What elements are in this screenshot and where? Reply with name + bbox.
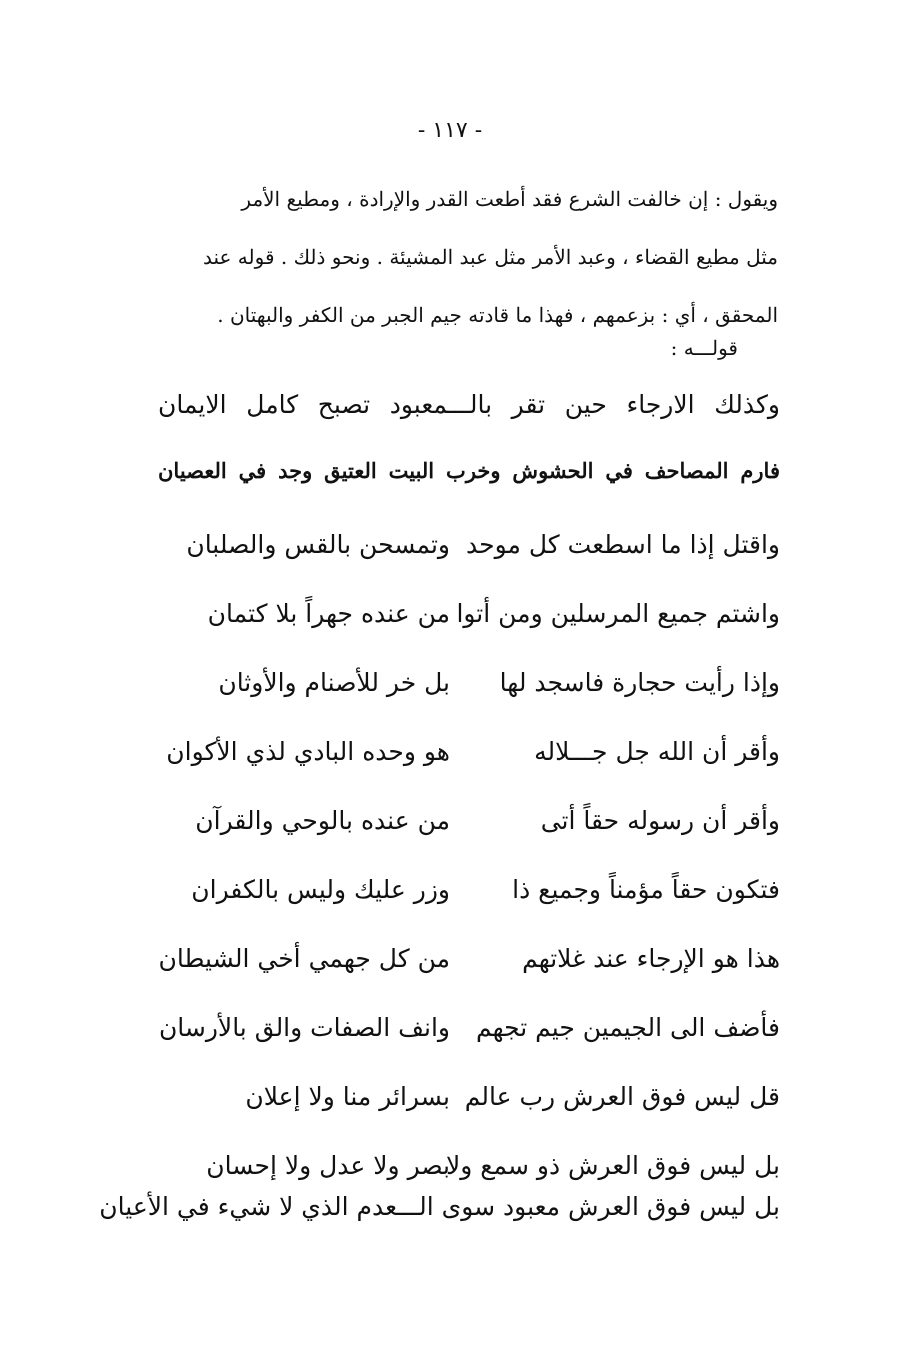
poem-couplet [158, 1082, 780, 1151]
commentary-line: مثل مطيع القضاء ، وعبد الأمر مثل عبد المشيئة . ونحو ذلك . قوله عند [202, 245, 778, 269]
hemistich-second: من عنده بالوحي والقرآن [195, 806, 450, 835]
hemistich-second: بصر ولا عدل ولا إحسان [206, 1151, 450, 1180]
poem-couplet [158, 737, 780, 806]
poem-heading: قولـــه : [670, 336, 738, 360]
hemistich-first: وأقر أن رسوله حقاً أتى [540, 806, 780, 835]
poem-couplet [158, 875, 780, 944]
hemistich-first: وأقر أن الله جل جـــلاله [534, 737, 780, 766]
hemistich-second: من كل جهمي أخي الشيطان [158, 944, 450, 973]
hemistich-first: فتكون حقاً مؤمناً وجميع ذا [512, 875, 780, 904]
poem-couplet [158, 668, 780, 737]
page-number: - ١١٧ - [417, 118, 483, 143]
hemistich-first: هذا هو الإرجاء عند غلاتهم [522, 944, 780, 973]
poem-couplet [158, 530, 780, 599]
hemistich-second: وزر عليك وليس بالكفران [191, 875, 450, 904]
hemistich-first: قل ليس فوق العرش رب عالم [464, 1082, 780, 1111]
hemistich-first: وإذا رأيت حجارة فاسجد لها [499, 668, 780, 697]
hemistich-first: فأضف الى الجيمين جيم تجهم [475, 1013, 780, 1042]
hemistich-first: واقتل إذا ما اسطعت كل موحد [466, 530, 780, 559]
poem-couplets [99, 530, 780, 1221]
poem-verse-long: وكذلك الارجاء حين تقر بالـــمعبود تصبح كامل الايمان [158, 390, 780, 419]
commentary-paragraph [158, 170, 778, 344]
hemistich-second: بل خر للأصنام والأوثان [218, 668, 450, 697]
hemistich-first: بل ليس فوق العرش ذو سمع ولا [445, 1151, 780, 1180]
hemistich-second: هو وحده البادي لذي الأكوان [166, 737, 450, 766]
hemistich-second: وتمسحن بالقس والصلبان [186, 530, 450, 559]
poem-couplet [158, 1013, 780, 1082]
poem-couplet [158, 944, 780, 1013]
poem-couplet [158, 806, 780, 875]
hemistich-second: بسرائر منا ولا إعلان [245, 1082, 450, 1111]
commentary-line: ويقول : إن خالفت الشرع فقد أطعت القدر والإرادة ، ومطيع الأمر [241, 187, 778, 211]
hemistich-second: وانف الصفات والق بالأرسان [158, 1013, 450, 1042]
poem-verse-long: فارم المصاحف في الحشوش وخرب البيت العتيق وجد في العصيان [158, 458, 780, 483]
poem-couplet [158, 599, 780, 668]
hemistich-second: من عنده جهراً بلا كتمان [207, 599, 450, 628]
hemistich-first: واشتم جميع المرسلين ومن أتوا [456, 599, 780, 628]
poem-verse-long: بل ليس فوق العرش معبود سوى الـــعدم الذي لا شيء في الأعيان [99, 1192, 780, 1221]
commentary-line: المحقق ، أي : بزعمهم ، فهذا ما قادته جيم الجبر من الكفر والبهتان . [217, 303, 778, 327]
